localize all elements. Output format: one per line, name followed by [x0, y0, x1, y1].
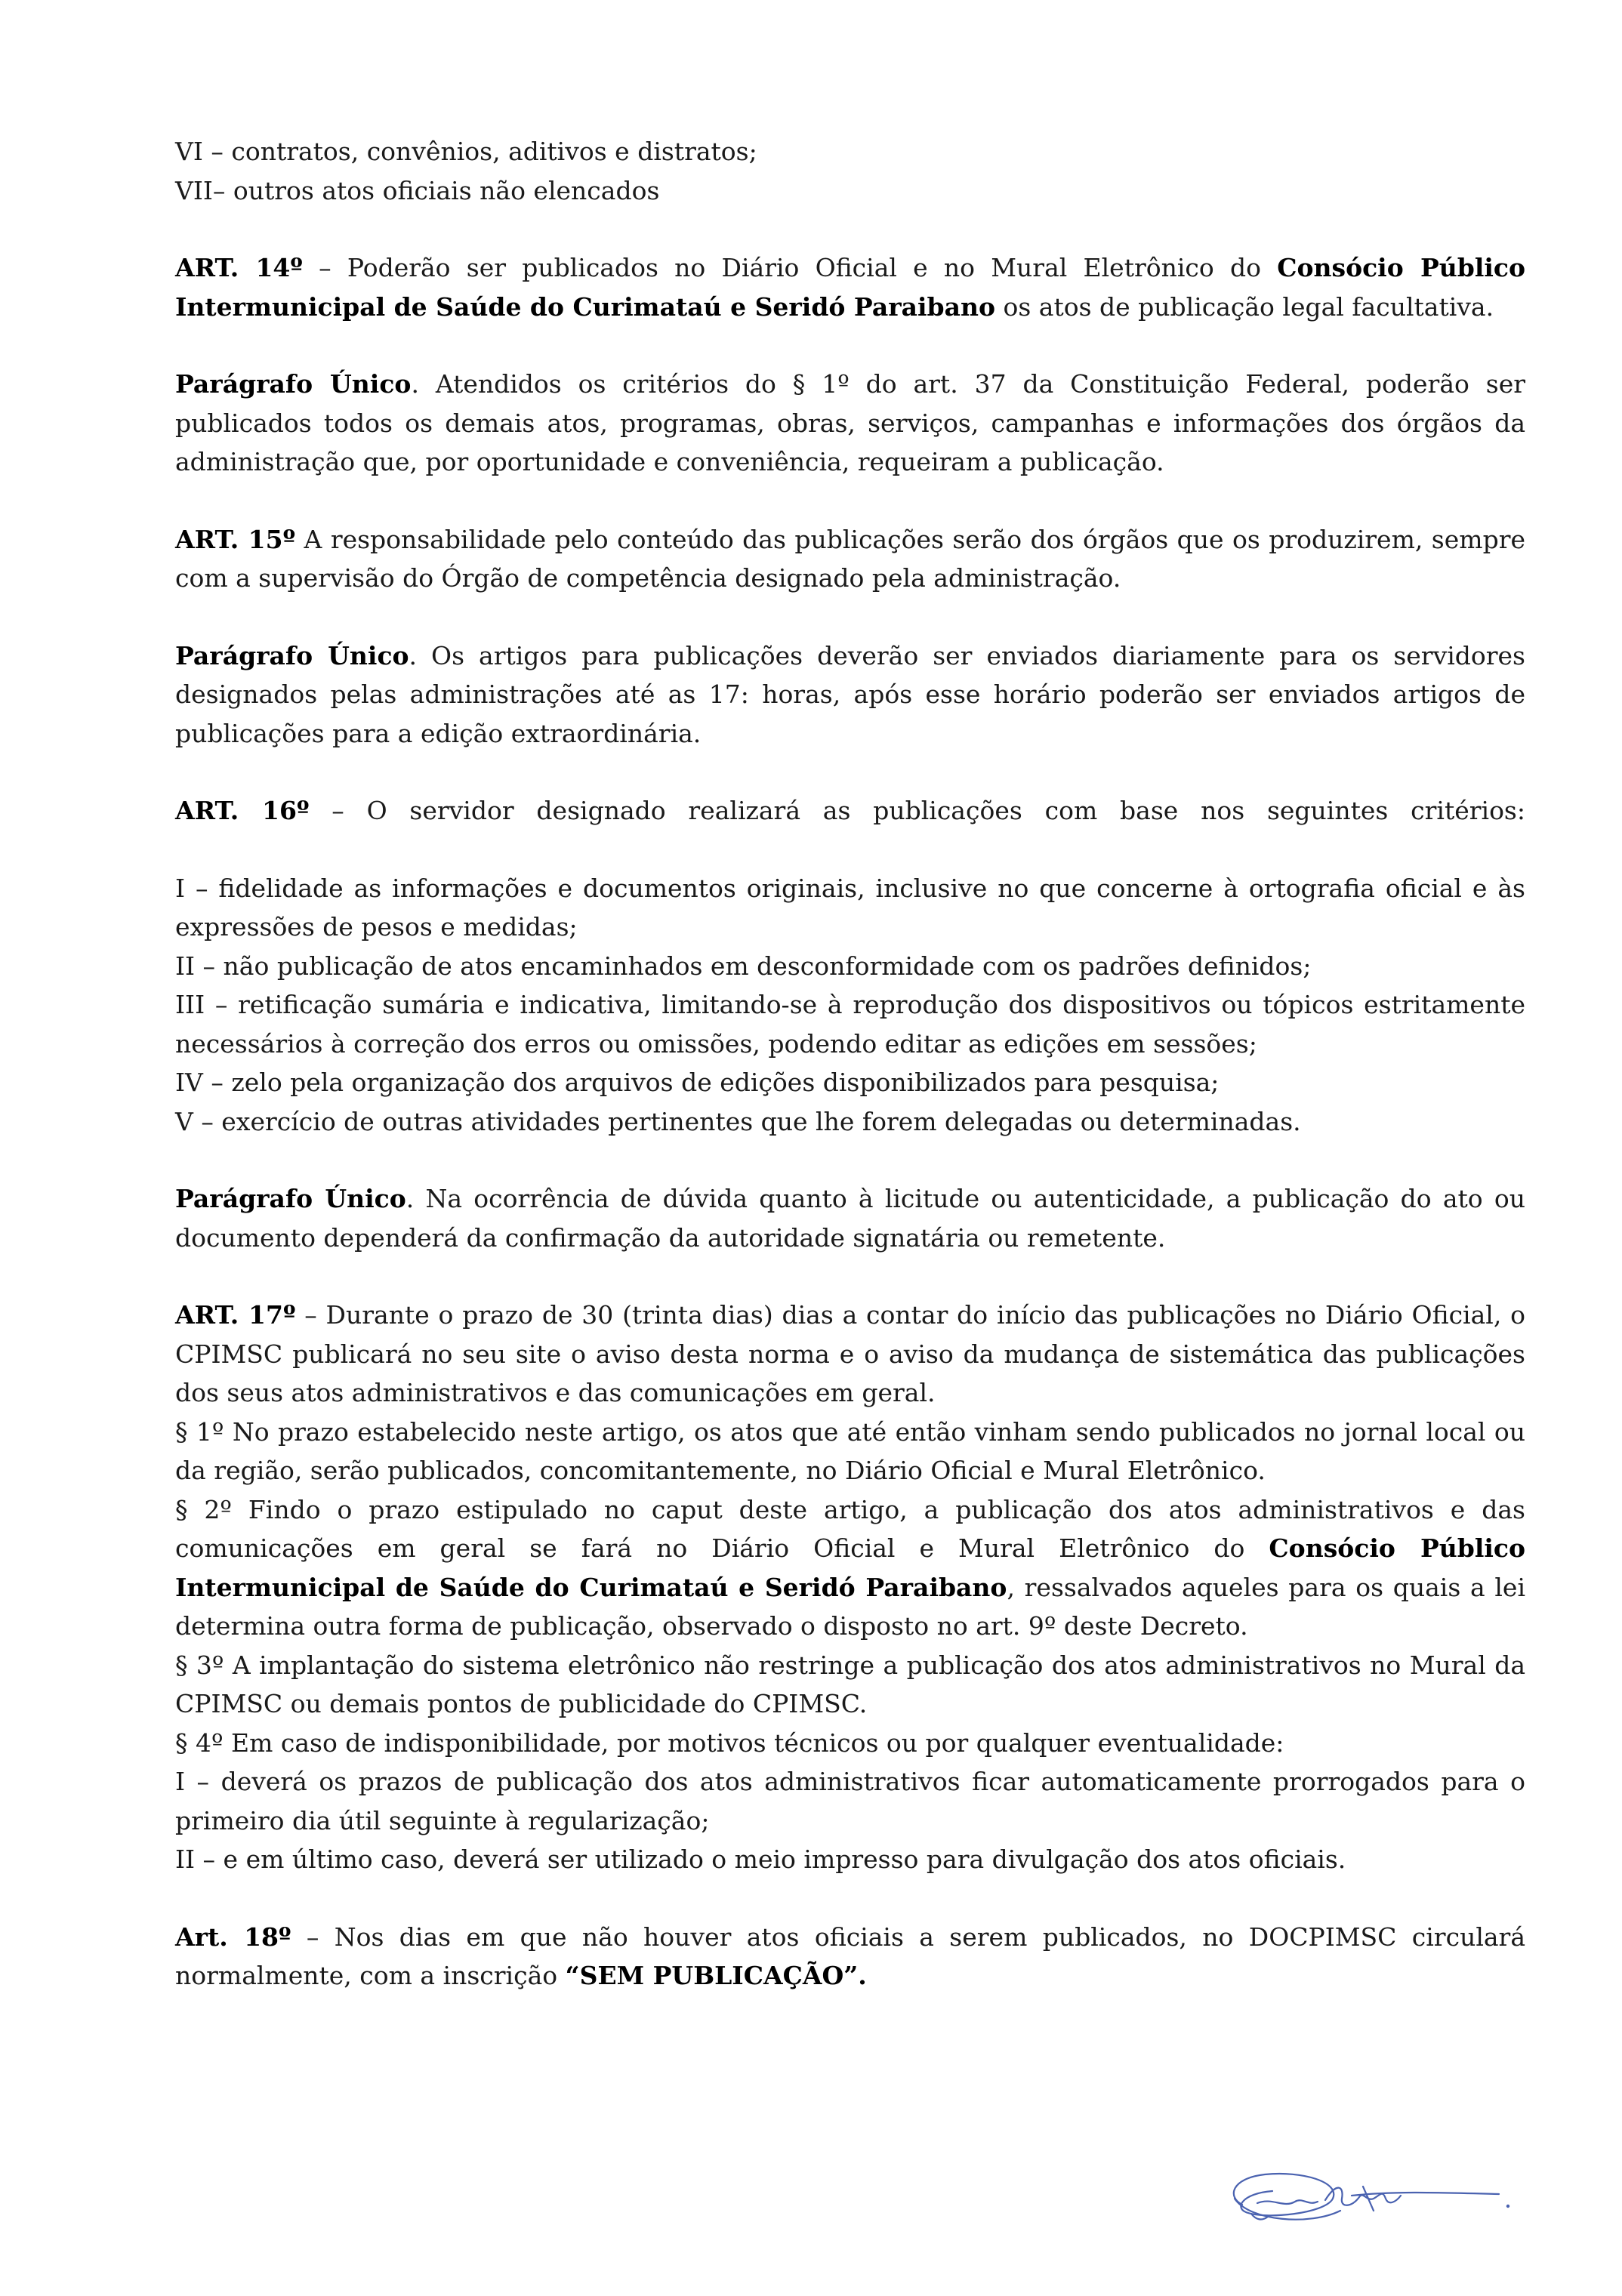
list-item: III – retificação sumária e indicativa, limitando-se à reprodução dos dispositivos ou tópicos estritamente necessários à correção dos erros ou omissões, podendo editar as edições em sessões;	[175, 990, 1525, 1059]
article-16: ART. 16º – O servidor designado realizará as publicações com base nos seguintes critérios:	[175, 796, 1525, 825]
entity-name: Consócio Público Intermunicipal de Saúde do Curimataú e Seridó Paraibano	[175, 253, 1525, 322]
section-paragraph: § 3º A implantação do sistema eletrônico não restringe a publicação dos atos administrativos no Mural da CPIMSC ou demais pontos de publicidade do CPIMSC.	[175, 1650, 1525, 1718]
paragraph-unico: Parágrafo Único. Atendidos os critérios do § 1º do art. 37 da Constituição Federal, poderão ser publicados todos os demais atos, programas, obras, serviços, campanhas e informações dos órgãos da administração que, por oportunidade e conveniência, requeiram a publicação.	[175, 369, 1525, 476]
article-15: ART. 15º A responsabilidade pelo conteúdo das publicações serão dos órgãos que os produzirem, sempre com a supervisão do Órgão de competência designado pela administração.	[175, 524, 1525, 593]
article-label: ART. 14º	[175, 253, 303, 282]
article-label: ART. 17º	[175, 1300, 296, 1330]
no-publication-stamp: “SEM PUBLICAÇÃO”.	[565, 1961, 867, 1990]
paragraph-label: Parágrafo Único	[175, 1184, 406, 1213]
paragraph-label: Parágrafo Único	[175, 369, 412, 399]
list-item: VI – contratos, convênios, aditivos e distratos;	[175, 137, 757, 166]
article-18: Art. 18º – Nos dias em que não houver atos oficiais a serem publicados, no DOCPIMSC circulará normalmente, com a inscrição “SEM PUBLICAÇÃO”.	[175, 1922, 1525, 1990]
document-page	[175, 132, 1525, 1996]
list-item: I – fidelidade as informações e documentos originais, inclusive no que concerne à ortografia oficial e às expressões de pesos e medidas;	[175, 873, 1525, 942]
article-label: ART. 16º	[175, 796, 310, 825]
list-item: I – deverá os prazos de publicação dos atos administrativos ficar automaticamente prorrogados para o primeiro dia útil seguinte à regularização;	[175, 1767, 1525, 1835]
section-paragraph: § 4º Em caso de indisponibilidade, por motivos técnicos ou por qualquer eventualidade:	[175, 1727, 1284, 1758]
section-paragraph: § 2º Findo o prazo estipulado no caput deste artigo, a publicação dos atos administrativos e das comunicações em geral se fará no Diário Oficial e Mural Eletrônico do Consócio Público Intermunicipal de Saúde do Curimataú e Seridó Paraibano, ressalvados aqueles para os quais a lei determina outra forma de publicação, observado o disposto no art. 9º deste Decreto.	[175, 1494, 1526, 1641]
list-item: IV – zelo pela organização dos arquivos de edições disponibilizados para pesquisa;	[175, 1068, 1220, 1097]
list-item: VII– outros atos oficiais não elencados	[175, 175, 660, 205]
article-17: ART. 17º – Durante o prazo de 30 (trinta dias) dias a contar do início das publicações no Diário Oficial, o CPIMSC publicará no seu site o aviso desta norma e o aviso da mudança de sistemática das publicações dos seus atos administrativos e das comunicações em geral.	[175, 1300, 1525, 1407]
paragraph-unico: Parágrafo Único. Na ocorrência de dúvida quanto à licitude ou autenticidade, a publicação do ato ou documento dependerá da confirmação da autoridade signatária ou remetente.	[175, 1184, 1526, 1253]
handwritten-signature-icon	[1212, 2152, 1514, 2242]
article-label: ART. 15º	[175, 524, 296, 554]
list-item: II – não publicação de atos encaminhados em desconformidade com os padrões definidos;	[175, 951, 1312, 981]
article-14: ART. 14º – Poderão ser publicados no Diário Oficial e no Mural Eletrônico do Consócio Público Intermunicipal de Saúde do Curimataú e Seridó Paraibano os atos de publicação legal facultativa.	[175, 253, 1525, 322]
paragraph-unico: Parágrafo Único. Os artigos para publicações deverão ser enviados diariamente para os servidores designados pelas administrações até as 17: horas, após esse horário poderão ser enviados artigos de publicações para a edição extraordinária.	[175, 640, 1525, 748]
list-item: II – e em último caso, deverá ser utilizado o meio impresso para divulgação dos atos oficiais.	[175, 1845, 1346, 1874]
article-label: Art. 18º	[175, 1922, 291, 1952]
list-item: V – exercício de outras atividades pertinentes que lhe forem delegadas ou determinadas.	[175, 1106, 1301, 1136]
paragraph-label: Parágrafo Único	[175, 640, 409, 670]
section-paragraph: § 1º No prazo estabelecido neste artigo, os atos que até então vinham sendo publicados no jornal local ou da região, serão publicados, concomitantemente, no Diário Oficial e Mural Eletrônico.	[175, 1416, 1525, 1485]
entity-name: Consócio Público Intermunicipal de Saúde do Curimataú e Seridó Paraibano	[175, 1533, 1526, 1602]
